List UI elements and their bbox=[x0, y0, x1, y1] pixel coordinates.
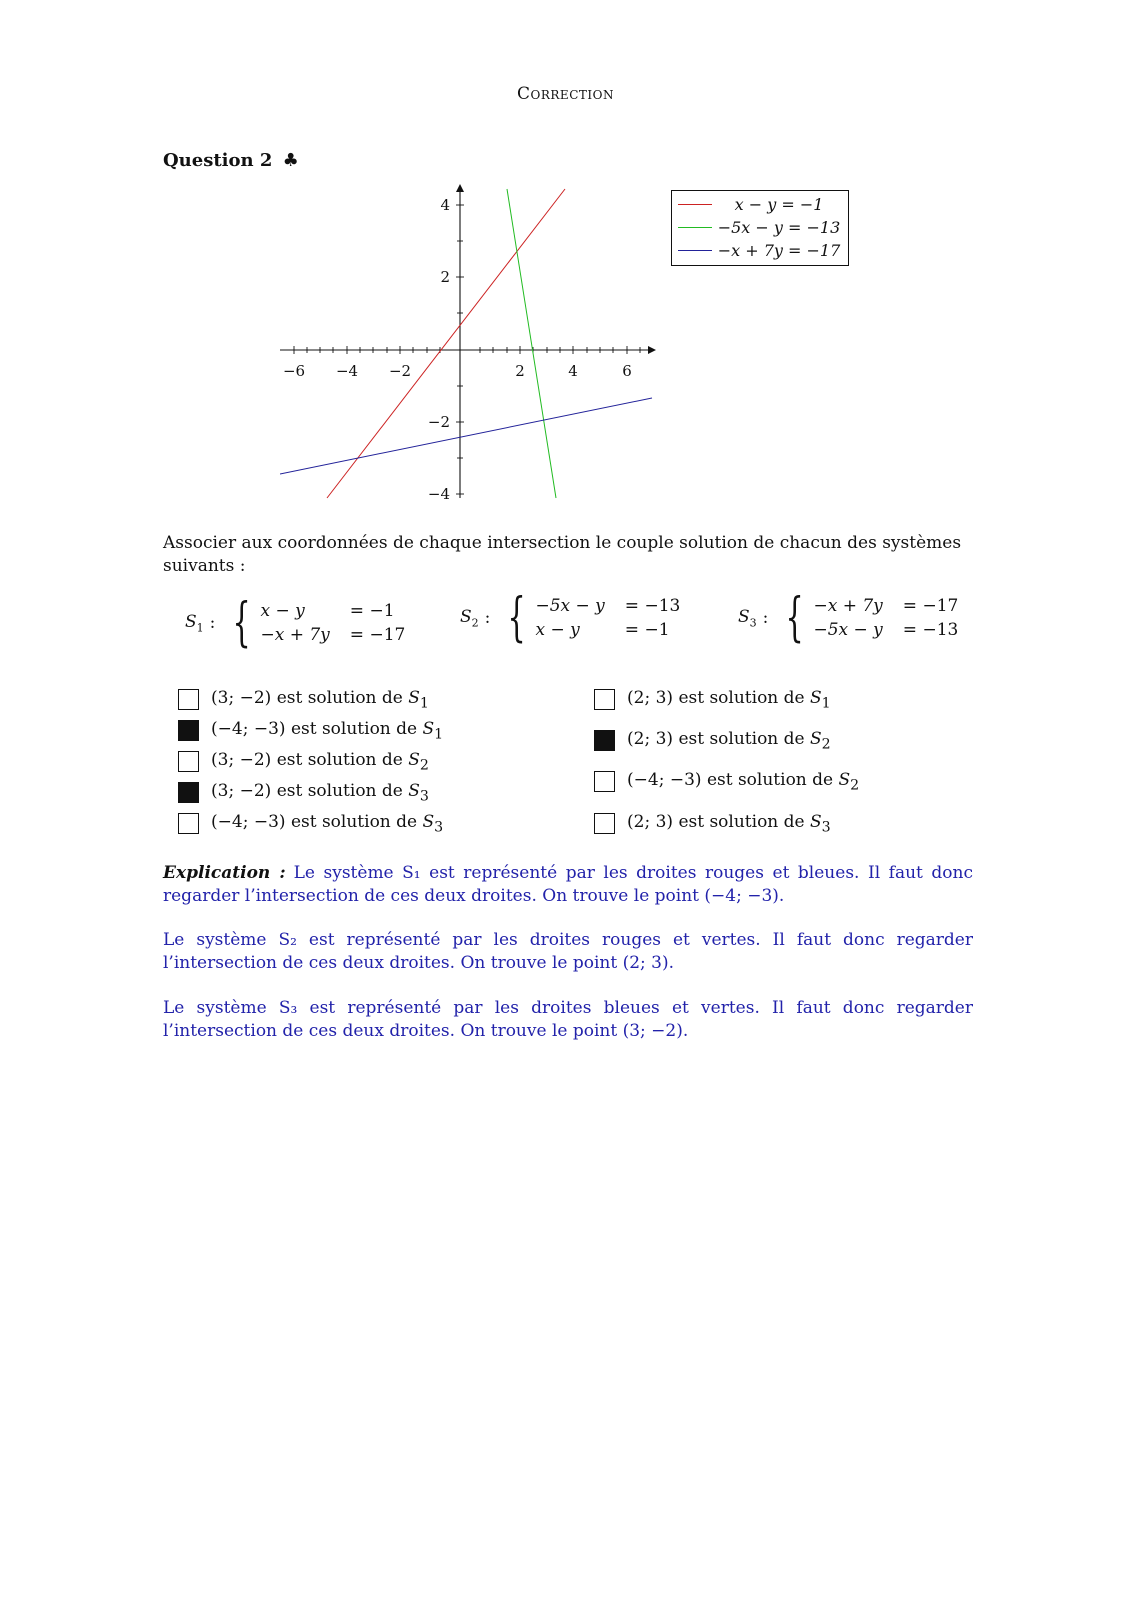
graph-legend bbox=[671, 190, 849, 266]
eq-lhs: −5x − y bbox=[813, 620, 883, 640]
choice-left-4[interactable] bbox=[178, 781, 429, 804]
explanation-paragraph-1 bbox=[163, 862, 973, 908]
system-s3 bbox=[738, 588, 959, 648]
checkbox[interactable] bbox=[594, 771, 615, 792]
choice-right-2[interactable] bbox=[594, 729, 831, 752]
checkbox[interactable] bbox=[594, 813, 615, 834]
system-equations bbox=[535, 596, 680, 640]
system-equations bbox=[813, 596, 958, 640]
choice-left-2[interactable] bbox=[178, 719, 443, 742]
checkbox[interactable] bbox=[594, 689, 615, 710]
checkbox[interactable] bbox=[178, 813, 199, 834]
question-heading bbox=[163, 150, 299, 171]
explanation-paragraph-2: Le système S₂ est représenté par les droites rouges et vertes. Il faut donc regarder l’intersection de ces deux droites. On trouve le point (2; 3). bbox=[163, 930, 973, 973]
legend-entry-green bbox=[678, 216, 842, 239]
legend-label: x − y = −1 bbox=[734, 195, 824, 214]
system-name: $S_3$ bbox=[738, 606, 757, 630]
eq-rhs: = −13 bbox=[624, 596, 681, 616]
question-label: Question 2 bbox=[163, 150, 273, 171]
eq-rhs: = −13 bbox=[902, 620, 959, 640]
line-graph bbox=[280, 180, 660, 500]
club-icon: ♣ bbox=[282, 150, 299, 171]
choice-label: (−4; −3) est solution de $S_1$ bbox=[211, 719, 444, 743]
x-axis-arrow bbox=[648, 346, 656, 354]
legend-label: −5x − y = −13 bbox=[717, 218, 841, 237]
explanation-text: Le système S₁ est représenté par les droites rouges et bleues. Il faut donc regarder l’intersection de ces deux droites. On trouve le point (−4; −3). bbox=[163, 863, 974, 906]
checkbox[interactable] bbox=[178, 689, 199, 710]
system-name: $S_1$ bbox=[185, 611, 204, 635]
y-axis-arrow bbox=[456, 184, 464, 192]
checkbox[interactable] bbox=[178, 751, 199, 772]
instruction-text: Associer aux coordonnées de chaque intersection le couple solution de chacun des systèmes suivants : bbox=[163, 533, 962, 576]
x-tick-label: −6 bbox=[282, 362, 306, 380]
legend-swatch-blue bbox=[678, 250, 712, 251]
x-tick-label: 6 bbox=[622, 362, 632, 380]
x-tick-label: 4 bbox=[568, 362, 578, 380]
system-colon: : bbox=[484, 608, 491, 628]
x-tick-label: 2 bbox=[515, 362, 525, 380]
system-s1 bbox=[185, 593, 406, 653]
line-blue bbox=[280, 398, 652, 474]
system-name: $S_2$ bbox=[460, 606, 479, 630]
choice-right-4[interactable] bbox=[594, 812, 831, 835]
brace-icon: { bbox=[507, 588, 527, 648]
eq-lhs: −x + 7y bbox=[260, 625, 330, 645]
brace-icon: { bbox=[785, 588, 805, 648]
choice-label: (2; 3) est solution de $S_3$ bbox=[627, 812, 831, 836]
explanation-paragraph-3: Le système S₃ est représenté par les droites bleues et vertes. Il faut donc regarder l’intersection de ces deux droites. On trouve le point (3; −2). bbox=[163, 998, 973, 1041]
brace-icon: { bbox=[232, 593, 252, 653]
checkbox-checked[interactable] bbox=[178, 782, 199, 803]
y-tick-label: −4 bbox=[427, 485, 450, 500]
choice-label: (3; −2) est solution de $S_3$ bbox=[211, 781, 429, 805]
choice-label: (2; 3) est solution de $S_1$ bbox=[627, 688, 831, 712]
system-colon: : bbox=[209, 613, 216, 633]
legend-entry-blue bbox=[678, 239, 842, 262]
page-title: Correction bbox=[517, 84, 614, 104]
eq-lhs: x − y bbox=[535, 620, 580, 640]
eq-rhs: = −1 bbox=[624, 620, 670, 640]
x-tick-label: −2 bbox=[388, 362, 412, 380]
choice-label: (2; 3) est solution de $S_2$ bbox=[627, 729, 831, 753]
eq-lhs: −5x − y bbox=[535, 596, 605, 616]
line-green bbox=[507, 189, 556, 498]
legend-entry-red bbox=[678, 193, 842, 216]
eq-rhs: = −17 bbox=[902, 596, 959, 616]
choice-right-3[interactable] bbox=[594, 770, 859, 793]
choice-label: (3; −2) est solution de $S_2$ bbox=[211, 750, 429, 774]
legend-swatch-red bbox=[678, 204, 712, 205]
y-tick-label: 2 bbox=[440, 268, 450, 286]
eq-lhs: −x + 7y bbox=[813, 596, 883, 616]
x-tick-label: −4 bbox=[335, 362, 359, 380]
choice-left-5[interactable] bbox=[178, 812, 443, 835]
y-tick-label: 4 bbox=[440, 196, 450, 214]
legend-label: −x + 7y = −17 bbox=[717, 241, 841, 260]
checkbox-checked[interactable] bbox=[178, 720, 199, 741]
line-red bbox=[327, 189, 565, 498]
choice-right-1[interactable] bbox=[594, 688, 831, 711]
system-s2 bbox=[460, 588, 681, 648]
system-colon: : bbox=[762, 608, 769, 628]
choice-left-1[interactable] bbox=[178, 688, 429, 711]
choice-label: (−4; −3) est solution de $S_2$ bbox=[627, 770, 860, 794]
explanation-title: Explication : bbox=[163, 863, 286, 883]
choice-label: (3; −2) est solution de $S_1$ bbox=[211, 688, 429, 712]
checkbox-checked[interactable] bbox=[594, 730, 615, 751]
y-tick-label: −2 bbox=[427, 413, 450, 431]
eq-rhs: = −17 bbox=[349, 625, 406, 645]
system-equations bbox=[260, 601, 405, 645]
choice-left-3[interactable] bbox=[178, 750, 429, 773]
legend-swatch-green bbox=[678, 227, 712, 228]
eq-rhs: = −1 bbox=[349, 601, 395, 621]
eq-lhs: x − y bbox=[260, 601, 305, 621]
choice-label: (−4; −3) est solution de $S_3$ bbox=[211, 812, 444, 836]
